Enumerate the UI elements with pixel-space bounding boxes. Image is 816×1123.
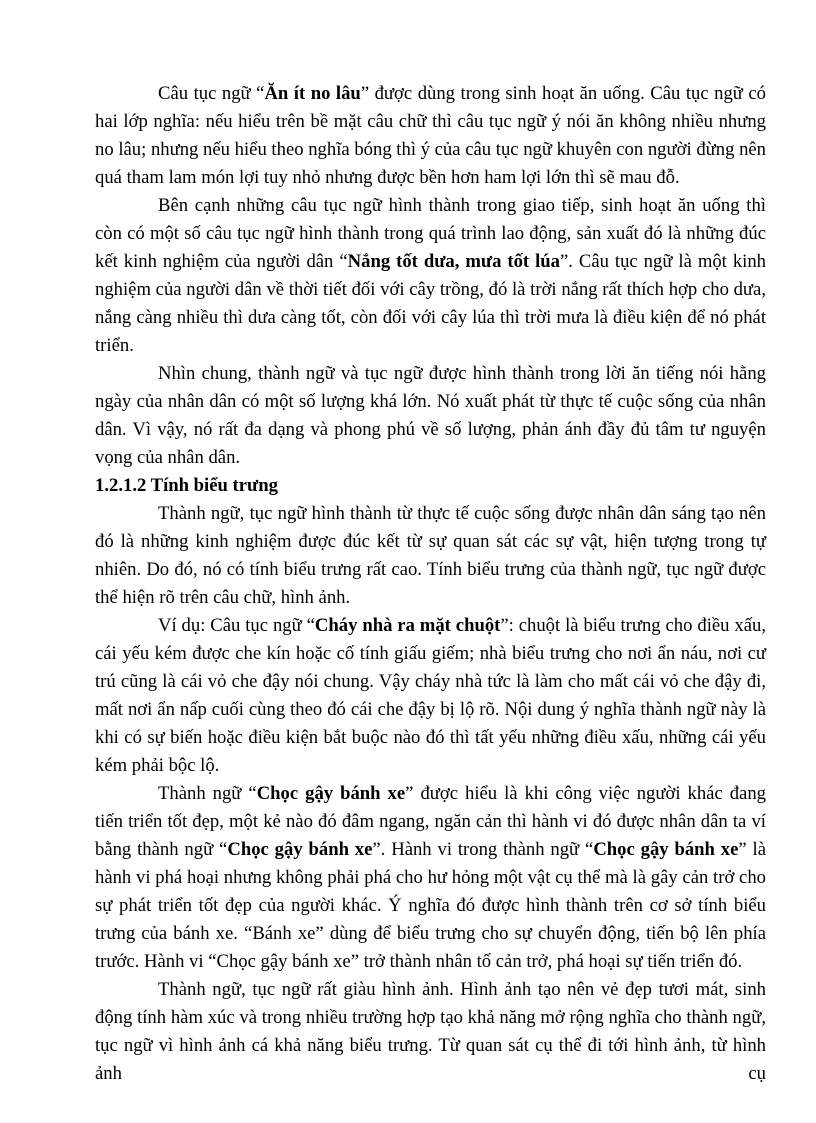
text-run: ” được hiểu là khi công việc người khác đang tiến triển tốt đẹp, một kẻ nào đó đâm ngang, ngăn cản thì hành vi đó được nhân dân ta ví bằng thành ngữ “ xyxy=(95,783,766,860)
bold-phrase: Ăn ít no lâu xyxy=(264,83,361,104)
bold-phrase: 1.2.1.2 Tính biểu trưng xyxy=(95,475,278,496)
bold-phrase: Chọc gậy bánh xe xyxy=(593,839,739,860)
paragraph xyxy=(95,612,766,780)
page-body xyxy=(95,80,766,1088)
text-run: Câu tục ngữ “ xyxy=(158,83,265,104)
text-run: Thành ngữ, tục ngữ hình thành từ thực tế cuộc sống được nhân dân sáng tạo nên đó là những kinh nghiệm được đúc kết từ sự quan sát các sự vật, hiện tượng trong tự nhiên. Do đó, nó có tính biểu trưng rất cao. Tính biểu trưng của thành ngữ, tục ngữ được thể hiện rõ trên câu chữ, hình ảnh. xyxy=(95,503,766,608)
paragraph xyxy=(95,500,766,612)
text-run: Thành ngữ, tục ngữ rất giàu hình ảnh. Hình ảnh tạo nên vẻ đẹp tươi mát, sinh động tính hàm xúc và trong nhiều trường hợp tạo khả năng mở rộng nghĩa cho thành ngữ, tục ngữ vì hình ảnh cá khả năng biểu trưng. Từ quan sát cụ thể đi tới hình ảnh, từ hình ảnh cụ xyxy=(95,979,766,1084)
bold-phrase: Chọc gậy bánh xe xyxy=(227,839,373,860)
text-run: Ví dụ: Câu tục ngữ “ xyxy=(158,615,315,636)
section-heading xyxy=(95,472,766,500)
paragraph xyxy=(95,976,766,1088)
text-run: ”: chuột là biểu trưng cho điều xấu, cái yếu kém được che kín hoặc cố tính giấu giếm; nhà biểu trưng cho nơi ẩn náu, nơi cư trú cũng là cái vỏ che đậy nói chung. Vậy cháy nhà tức là làm cho mất cái vỏ che đậy đi, mất nơi ẩn nấp cuối cùng theo đó cái che đậy bị lộ rõ. Nội dung ý nghĩa thành ngữ này là khi có sự biến hoặc điều kiện bắt buộc nào đó thì tất yếu những điều xấu, những cái yếu kém phải bộc lộ. xyxy=(95,615,766,776)
paragraph xyxy=(95,360,766,472)
text-run: Bên cạnh những câu tục ngữ hình thành trong giao tiếp, sinh hoạt ăn uống thì còn có một số câu tục ngữ hình thành trong quá trình lao động, sản xuất đó là những đúc kết kinh nghiệm của người dân “ xyxy=(95,195,766,272)
text-run: ”. Câu tục ngữ là một kinh nghiệm của người dân về thời tiết đối với cây trồng, đó là trời nắng rất thích hợp cho dưa, nắng càng nhiều thì dưa càng tốt, còn đối với cây lúa thì trời mưa là điều kiện để nó phát triển. xyxy=(95,251,766,356)
text-run: Nhìn chung, thành ngữ và tục ngữ được hình thành trong lời ăn tiếng nói hằng ngày của nhân dân có một số lượng khá lớn. Nó xuất phát từ thực tế cuộc sống của nhân dân. Vì vậy, nó rất đa dạng và phong phú về số lượng, phản ánh đầy đủ tâm tư nguyện vọng của nhân dân. xyxy=(95,363,766,468)
text-run: ”. Hành vi trong thành ngữ “ xyxy=(372,839,594,860)
bold-phrase: Nắng tốt dưa, mưa tốt lúa xyxy=(347,251,560,272)
text-run: Thành ngữ “ xyxy=(158,783,257,804)
text-run: ” là hành vi phá hoại nhưng không phải phá cho hư hỏng một vật cụ thể mà là gây cản trở cho sự phát triển tốt đẹp của người khác. Ý nghĩa đó được hình thành trên cơ sở tính biểu trưng của bánh xe. “Bánh xe” dùng để biểu trưng cho sự chuyển động, tiến bộ lên phía trước. Hành vi “Chọc gậy bánh xe” trở thành nhân tố cản trở, phá hoại sự tiến triển đó. xyxy=(95,839,766,972)
bold-phrase: Chọc gậy bánh xe xyxy=(256,783,406,804)
paragraph xyxy=(95,192,766,360)
bold-phrase: Cháy nhà ra mặt chuột xyxy=(314,615,501,636)
text-run: ” được dùng trong sinh hoạt ăn uống. Câu tục ngữ có hai lớp nghĩa: nếu hiểu trên bề mặt câu chữ thì câu tục ngữ ý nói ăn không nhiều nhưng no lâu; nhưng nếu hiểu theo nghĩa bóng thì ý của câu tục ngữ khuyên con người đừng nên quá tham lam món lợi tuy nhỏ nhưng được bền hơn ham lợi lớn thì sẽ mau đỗ. xyxy=(95,83,767,188)
paragraph xyxy=(95,80,766,192)
paragraph xyxy=(95,780,766,976)
